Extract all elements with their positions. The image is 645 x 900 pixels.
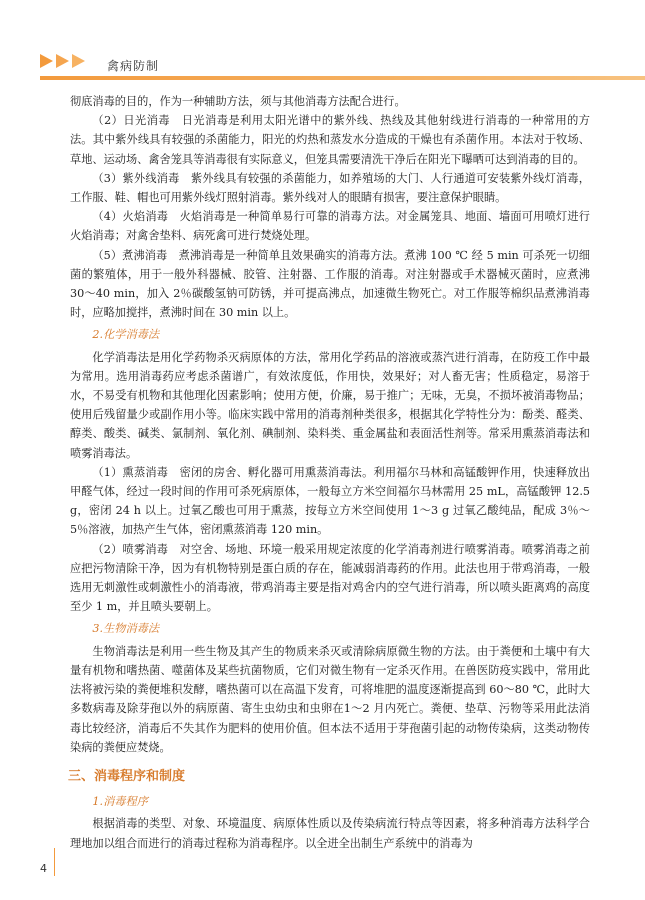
- paragraph: （5）煮沸消毒 煮沸消毒是一种简单且效果确实的消毒方法。煮沸 100 ℃ 经 5 min 可杀死一切细菌的繁殖体，用于一般外科器械、胶管、注射器、工作服的消毒。对注射器或手术器械灭菌时，应煮沸 30～40 min，加入 2％碳酸氢钠可防锈，并可提高沸点，加速微生物死亡。对工作服等棉织品煮沸消毒时，应略加搅拌，煮沸时间在 30 min 以上。: [70, 248, 590, 320]
- page-header: [0, 0, 645, 82]
- paragraph: 生物消毒法是利用一些生物及其产生的物质来杀灭或清除病原微生物的方法。由于粪便和土壤中有大量有机物和嗜热菌、噬菌体及某些抗菌物质，它们对微生物有一定杀灭作用。在兽医防疫实践中，常用此法将被污染的粪便堆积发酵，嗜热菌可以在高温下发育，可将堆肥的温度逐渐提高到 60～80 ℃，此时大多数病毒及除芽孢以外的病原菌、寄生虫幼虫和虫卵在1～2 月内死亡。粪便、垫草、污物等采用此法消毒比较经济，消毒后不失其作为肥料的使用价值。但本法不适用于芽孢菌引起的动物传染病，这类动物传染病的粪便应焚烧。: [70, 644, 590, 754]
- paragraph: （3）紫外线消毒 紫外线具有较强的杀菌能力，如养殖场的大门、人行通道可安装紫外线灯消毒，工作服、鞋、帽也可用紫外线灯照射消毒。紫外线对人的眼睛有损害，要注意保护眼睛。: [70, 171, 590, 205]
- arrow-icon: [56, 54, 69, 68]
- section-heading: 三、消毒程序和制度: [68, 768, 186, 784]
- sub-heading-procedure: 1.消毒程序: [92, 795, 148, 809]
- arrow-icon: [72, 54, 85, 68]
- paragraph: （2）喷雾消毒 对空舍、场地、环境一般采用规定浓度的化学消毒剂进行喷雾消毒。喷雾消毒之前应把污物清除干净，因为有机物特别是蛋白质的存在，能减弱消毒药的作用。此法也用于带鸡消毒，一般选用无刺激性或刺激性小的消毒液，带鸡消毒主要是指对鸡舍内的空气进行消毒，所以喷头距离鸡的高度至少 1 m，并且喷头要朝上。: [70, 542, 590, 614]
- paragraph: 根据消毒的类型、对象、环境温度、病原体性质以及传染病流行特点等因素，将多种消毒方法科学合理地加以组合而进行的消毒过程称为消毒程序。以全进全出制生产系统中的消毒为: [70, 817, 590, 850]
- page-number: 4: [40, 862, 47, 875]
- header-arrows-icon: [40, 54, 85, 68]
- paragraph: （1）熏蒸消毒 密闭的房舍、孵化器可用熏蒸消毒法。利用福尔马林和高锰酸钾作用，快速释放出甲醛气体，经过一段时间的作用可杀死病原体，一般每立方米空间福尔马林需用 25 mL，高锰酸钾 12.5 g，密闭 24 h 以上。过氧乙酸也可用于熏蒸，按每立方米空间使用 1～3 g 过氧乙酸纯品，配成 3％～5％溶液，加热产生气体，密闭熏蒸消毒 120 min。: [70, 465, 590, 537]
- sub-heading-biological: 3.生物消毒法: [92, 622, 160, 636]
- arrow-icon: [40, 54, 53, 68]
- header-rule: [40, 76, 645, 80]
- page-number-rule: [54, 848, 55, 876]
- paragraph: 彻底消毒的目的，作为一种辅助方法，须与其他消毒方法配合进行。: [70, 95, 406, 108]
- page-content: [70, 92, 590, 853]
- paragraph: 化学消毒法是用化学药物杀灭病原体的方法，常用化学药品的溶液或蒸汽进行消毒，在防疫工作中最为常用。选用消毒药应考虑杀菌谱广，有效浓度低，作用快，效果好；对人畜无害；性质稳定，易溶于水，不易受有机物和其他理化因素影响；使用方便，价廉，易于推广；无味，无臭，不损坏被消毒物品；使用后残留量少或副作用小等。临床实践中常用的消毒剂种类很多，根据其化学特性分为：酚类、醛类、醇类、酸类、碱类、氯制剂、氧化剂、碘制剂、染料类、重金属盐和表面活性剂等。常采用熏蒸消毒法和喷雾消毒法。: [70, 350, 590, 460]
- sub-heading-chemical: 2.化学消毒法: [92, 328, 160, 342]
- paragraph: （2）日光消毒 日光消毒是利用太阳光谱中的紫外线、热线及其他射线进行消毒的一种常用的方法。其中紫外线具有较强的杀菌能力，阳光的灼热和蒸发水分造成的干燥也有杀菌作用。本法对于牧场、草地、运动场、禽舍笼具等消毒很有实际意义，但笼具需要清洗干净后在阳光下曝晒可达到消毒的目的。: [70, 114, 590, 166]
- header-title: 禽病防制: [107, 59, 160, 73]
- paragraph: （4）火焰消毒 火焰消毒是一种简单易行可靠的消毒方法。对金属笼具、地面、墙面可用喷灯进行火焰消毒；对禽舍垫料、病死禽可进行焚烧处理。: [70, 210, 590, 243]
